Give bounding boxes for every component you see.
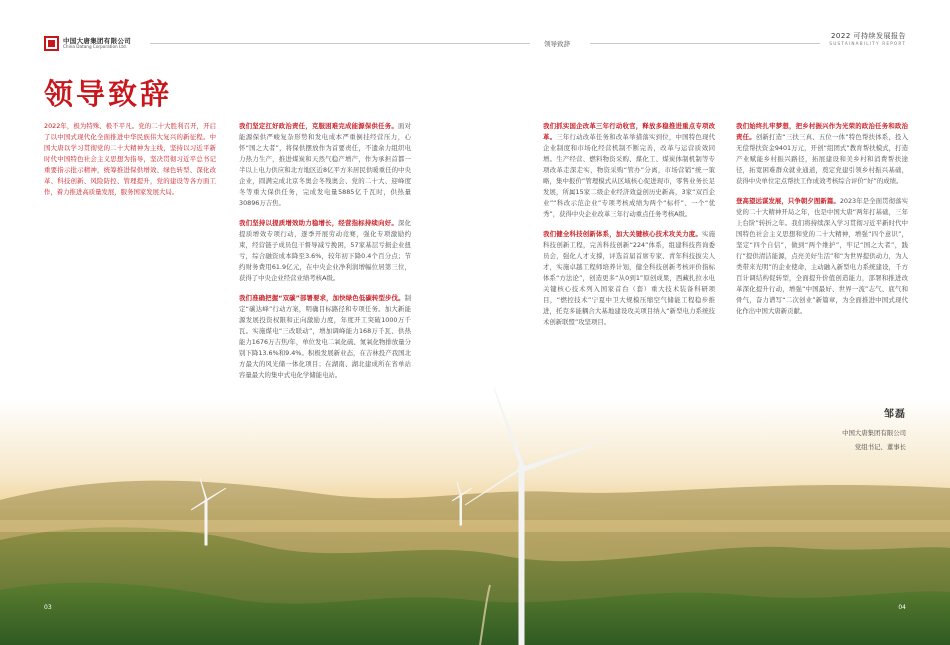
signatory-name: 邹磊 xyxy=(884,409,906,420)
page-number-right: 04 xyxy=(898,604,906,611)
signature-block xyxy=(842,405,906,451)
report-title: 2022 可持续发展报告 xyxy=(830,32,906,40)
datang-logo-icon xyxy=(44,36,59,51)
header-section-label: 领导致辞 xyxy=(544,40,570,48)
signatory-title: 党组书记、董事长 xyxy=(854,443,906,451)
page-title: 领导致辞 xyxy=(44,77,173,111)
text-column-3 xyxy=(543,121,715,337)
paragraph-heading: 我们坚持以提质增效助力稳增长，经营指标持续向好。 xyxy=(239,219,398,227)
paragraph-efficiency xyxy=(239,218,411,284)
paragraph-body: 2023年是全面贯彻落实党的二十大精神开局之年，也是中国大唐“两年打基础，三年上台阶”转折之年。我们将持续深入学习贯彻习近平新时代中国特色社会主义思想和党的二十大精神，增强“四个意识”，坚定“四个自信”，做到“两个维护”，牢记“国之大者”，践行“提供清洁能源，点亮美好生活”和“为世界提供动力，为人类带来光明”的企业使命，主动融入新型电力系统建设，千方百计调结构促转型，全面提升价值创造能力，部署和推进改革深化提升行动，增强“中国最好、世界一流”志气、底气和骨气，奋力谱写“二次创业”新篇章，为全面推进中国式现代化作出中国大唐新贡献。 xyxy=(736,197,909,315)
company-logo xyxy=(44,36,131,51)
text-column-1 xyxy=(44,121,216,207)
header-divider-left xyxy=(150,43,530,44)
paragraph-body: 面对能源保供严峻复杂形势和发电成本严重倒挂经营压力，心怀“国之大者”，将保供摆放作为首要责任，不遗余力组织电力热力生产，推进煤炭和天然气稳产增产，作为承担首都一半以上电力供应和北方地区近8亿平方米居民供暖重任的中央企业，圆满完成北京冬奥会冬残奥会、党的二十大、迎峰度冬等重大保供任务，完成发电量5885亿千瓦时，供热量30896万吉焦。 xyxy=(239,122,411,207)
logo-name-cn: 中国大唐集团有限公司 xyxy=(63,36,131,45)
report-subtitle: SUSTAINABILITY REPORT xyxy=(829,40,906,46)
signatory-organization: 中国大唐集团有限公司 xyxy=(842,429,906,437)
paragraph-body: 深化提质增效专项行动，逐季开展劳动竞赛，强化专项激励约束，经营链子成员包干督导减亏挽困，57家基层亏损企业扭亏，综合融资成本降至3.6%，较年初下降0.4个百分点；节约财务费用61.9亿元，在中央企业净利润增幅位居第三位，获得了中央企业经营业绩考核A级。 xyxy=(239,219,411,282)
intro-paragraph: 2022年，极为特殊、极不平凡。党的二十大胜利召开，开启了以中国式现代化全面推进中华民族伟大复兴的新征程。中国大唐以学习贯彻党的二十大精神为主线，坚持以习近平新时代中国特色社会主义思想为指导，坚决贯彻习近平总书记重要指示批示精神，统筹推进保供增效、绿色转型、深化改革、科技创新、风险防控、管理提升，党的建设等各方面工作，着力推进高质量发展，服务国家发展大局。 xyxy=(44,122,216,196)
text-column-2 xyxy=(239,121,411,390)
paragraph-heading: 我们始终扎牢梦想，把乡村振兴作为光荣的政治任务和政治责任。 xyxy=(736,122,908,141)
paragraph-body: 创新打造“三扶三真、五位一体”特色帮扶体系，投入无偿帮扶资金9401万元，开创“组团式”教育帮扶模式，打造产业赋能乡村振兴路径，拓展建设和美乡村和消费帮扶途径，拓宽困难群众就业通道，奠定党建引领乡村振兴基础，获得中央单位定点帮扶工作成效考核综合评价“好”的成绩。 xyxy=(736,133,909,185)
paragraph-reform xyxy=(543,121,715,220)
paragraph-body: 制定“碳达峰”行动方案，明确目标路径和专项任务。加大新能源发展投资权限和正向激励力度，年度开工突破1000万千瓦。实施煤电“三改联动”，增加调峰能力168万千瓦、供热能力1676万吉焦/年，单位发电二氧化硫、氮氧化物排放量分别下降13.6%和9.4%。积极发展新业态，在吉林投产我国北方最大的风光储一体化项目；在湖南、湖北建成所在省单站容量最大的集中式电化学储能电站。 xyxy=(239,294,411,379)
paragraph-energy-supply xyxy=(239,121,411,209)
report-title-block xyxy=(829,32,906,46)
text-column-4 xyxy=(736,121,908,326)
paragraph-body: 三年行动改革任务和改革举措落实到位，中国特色现代企业制度和市场化经营机制不断完善，改革与运营质效同增。生产经营、燃料物资采购、煤化工、煤炭体制机制等专项改革走深走实，物资采购“管办”分离，市场营销“统一策略，集中报价”管理模式从区域核心促进现市，零售业务长足发展，所属15家二级企业经济效益创历史新高，3家“双百企业”“科改示范企业”专项考核成绩为两个“标杆”、一个“优秀”，获得中央企业改革三年行动重点任务考核A级。 xyxy=(543,133,716,218)
paragraph-heading: 我们准确把握“双碳”部署要求，加快绿色低碳转型步伐。 xyxy=(239,294,405,302)
paragraph-heading: 我们健全科技创新体系，加大关键核心技术攻关力度。 xyxy=(543,230,702,238)
paragraph-innovation xyxy=(543,229,715,328)
paragraph-green-transition xyxy=(239,293,411,381)
paragraph-rural-revitalization xyxy=(736,121,908,187)
header-divider-right xyxy=(590,43,820,44)
paragraph-body: 实施科技创新工程，完善科技创新“224”体系，组建科技咨询委员会，强化人才支撑，评选首届首席专家、青年科技拔尖人才，实施卓越工程师培养计划，健全科技创新考核评价指标体系“方法论”，创造更多“从0到1”原创成果，西藏扎拉水电关键核心技术列入国家首台（套）重大技术装备科研项目，“燃控技术”宁夏中卫大规模压缩空气储能工程稳步推进，托克多能耦合大基地建设攻关项目纳入“新型电力系统技术创新联盟”攻坚项目。 xyxy=(543,230,715,326)
logo-name-en: China Datang Corporation Ltd. xyxy=(63,44,127,50)
paragraph-outlook xyxy=(736,196,908,317)
paragraph-heading: 我们坚定扛好政治责任，克服困难完成能源保供任务。 xyxy=(239,122,398,130)
paragraph-heading: 我们抓实国企改革三年行动收官，释放多稳推进重点专项改革。 xyxy=(543,122,715,141)
page-number-left: 03 xyxy=(44,604,52,611)
paragraph-heading: 登高望远谋发展，只争朝夕图新篇。 xyxy=(736,197,840,205)
